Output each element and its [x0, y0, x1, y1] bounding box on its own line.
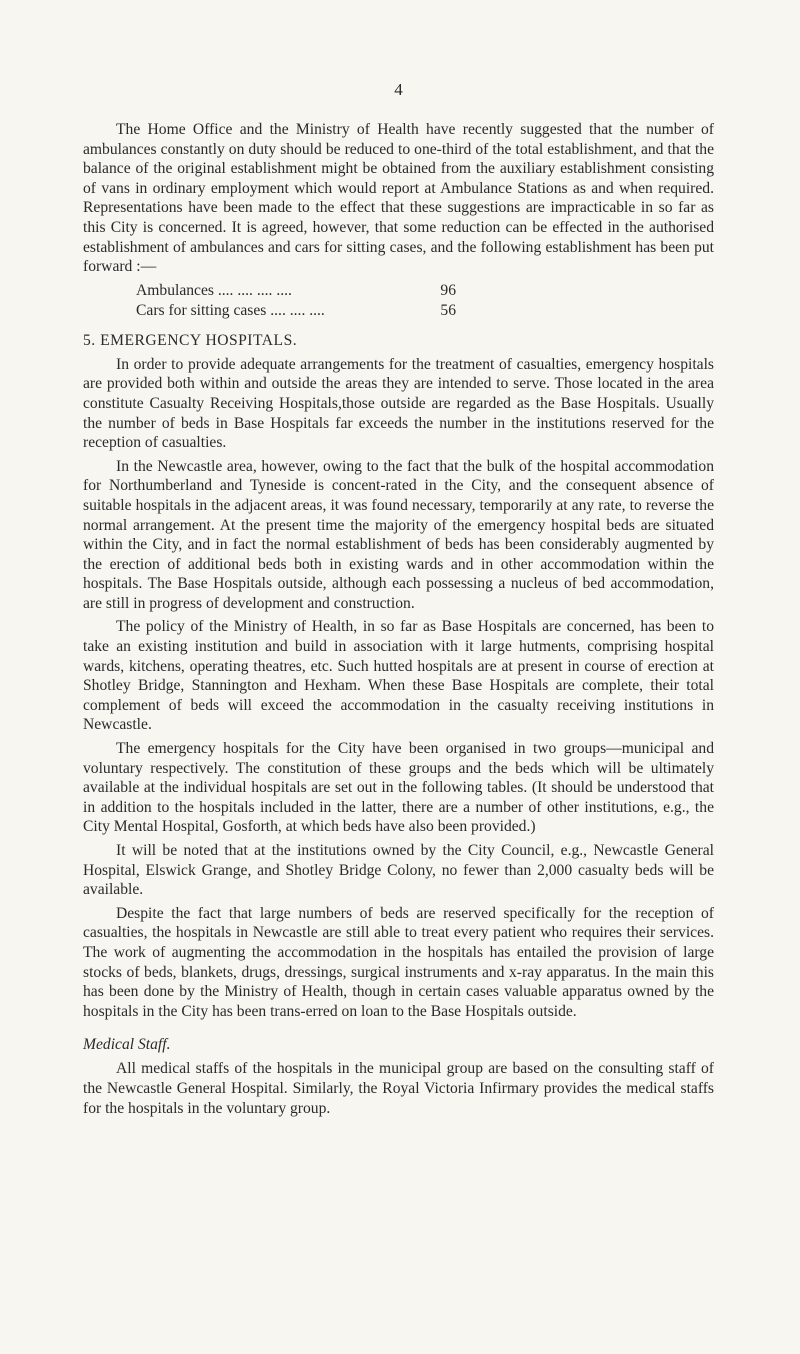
paragraph: The emergency hospitals for the City have been organised in two groups—municipal and voluntary respectively. The constitution of these groups and the beds which will be ultimately available at the individual hospitals are set out in the following tables. (It should be understood that in addition to the hospitals included in the latter, there are a number of other institutions, e.g., the City Mental Hospital, Gosforth, at which beds have also been provided.) — [83, 740, 714, 836]
intro-paragraph: The Home Office and the Ministry of Health have recently suggested that the number of ambulances constantly on duty should be reduced to one-third of the total establishment, and that the balance of the original establishment might be obtained from the auxiliary establishment consisting of vans in ordinary employment which would report at Ambulance Stations as and when required. Representations have been made to the effect that these suggestions are impracticable in so far as this City is concerned. It is agreed, however, that some reduction can be effected in the authorised establishment of ambulances and cars for sitting cases, and the following establishment has been put forward :— — [83, 121, 714, 276]
page-number: 4 — [394, 80, 403, 99]
paragraph: The policy of the Ministry of Health, in so far as Base Hospitals are concerned, has been to take an existing institution and build in association with it large hutments, comprising hospital wards, kitchens, operating theatres, etc. Such hutted hospitals are at present in course of erection at Shotley Bridge, Stannington and Hexham. When these Base Hospitals are complete, their total complement of beds will exceed the accommodation in the casualty receiving institutions in Newcastle. — [83, 618, 714, 734]
paragraph: It will be noted that at the institutions owned by the City Council, e.g., Newcastle General Hospital, Elswick Grange, and Shotley Bridge Colony, no fewer than 2,000 casualty beds will be available. — [83, 842, 714, 899]
establishment-row-ambulances — [83, 281, 456, 301]
medical-staff-paragraph: All medical staffs of the hospitals in the municipal group are based on the consulting staff of the Newcastle General Hospital. Similarly, the Royal Victoria Infirmary provides the medical staffs for the hospitals in the voluntary group. — [83, 1060, 714, 1117]
establishment-value: 56 — [440, 301, 456, 319]
paragraph: In the Newcastle area, however, owing to the fact that the bulk of the hospital accommodation for Northumberland and Tyneside is concent-rated in the City, and the consequent absence of suitable hospitals in the adjacent areas, it was found necessary, temporarily at any rate, to reverse the normal arrangement. At the present time the majority of the emergency hospital beds are situated within the City, and in fact the normal establishment of beds has been considerably augmented by the erection of additional beds both in existing wards and in other accommodation within the hospitals. The Base Hospitals outside, although each possessing a nucleus of bed accommodation, are still in progress of development and construction. — [83, 457, 714, 612]
section-heading: 5. EMERGENCY HOSPITALS. — [83, 331, 298, 349]
establishment-list — [83, 281, 714, 321]
establishment-label: Ambulances .... .... .... .... — [136, 281, 292, 299]
establishment-label: Cars for sitting cases .... .... .... — [136, 301, 325, 319]
establishment-value: 96 — [440, 281, 456, 299]
medical-staff-heading: Medical Staff. — [83, 1036, 171, 1054]
paragraph: Despite the fact that large numbers of beds are reserved specifically for the reception of casualties, the hospitals in Newcastle are still able to treat every patient who requires their services. The work of augmenting the accommodation in the hospitals has entailed the provision of large stocks of beds, blankets, drugs, dressings, surgical instruments and x-ray apparatus. In the main this has been done by the Ministry of Health, though in certain cases valuable apparatus owned by the hospitals in the City has been trans-erred on loan to the Base Hospitals outside. — [83, 904, 714, 1020]
paragraph: In order to provide adequate arrangements for the treatment of casualties, emergency hospitals are provided both within and outside the areas they are intended to serve. Those located in the area constitute Casualty Receiving Hospitals,those outside are regarded as the Base Hospitals. Usually the number of beds in Base Hospitals far exceeds the number in the institutions reserved for the reception of casualties. — [83, 355, 714, 452]
establishment-row-cars — [83, 301, 456, 321]
